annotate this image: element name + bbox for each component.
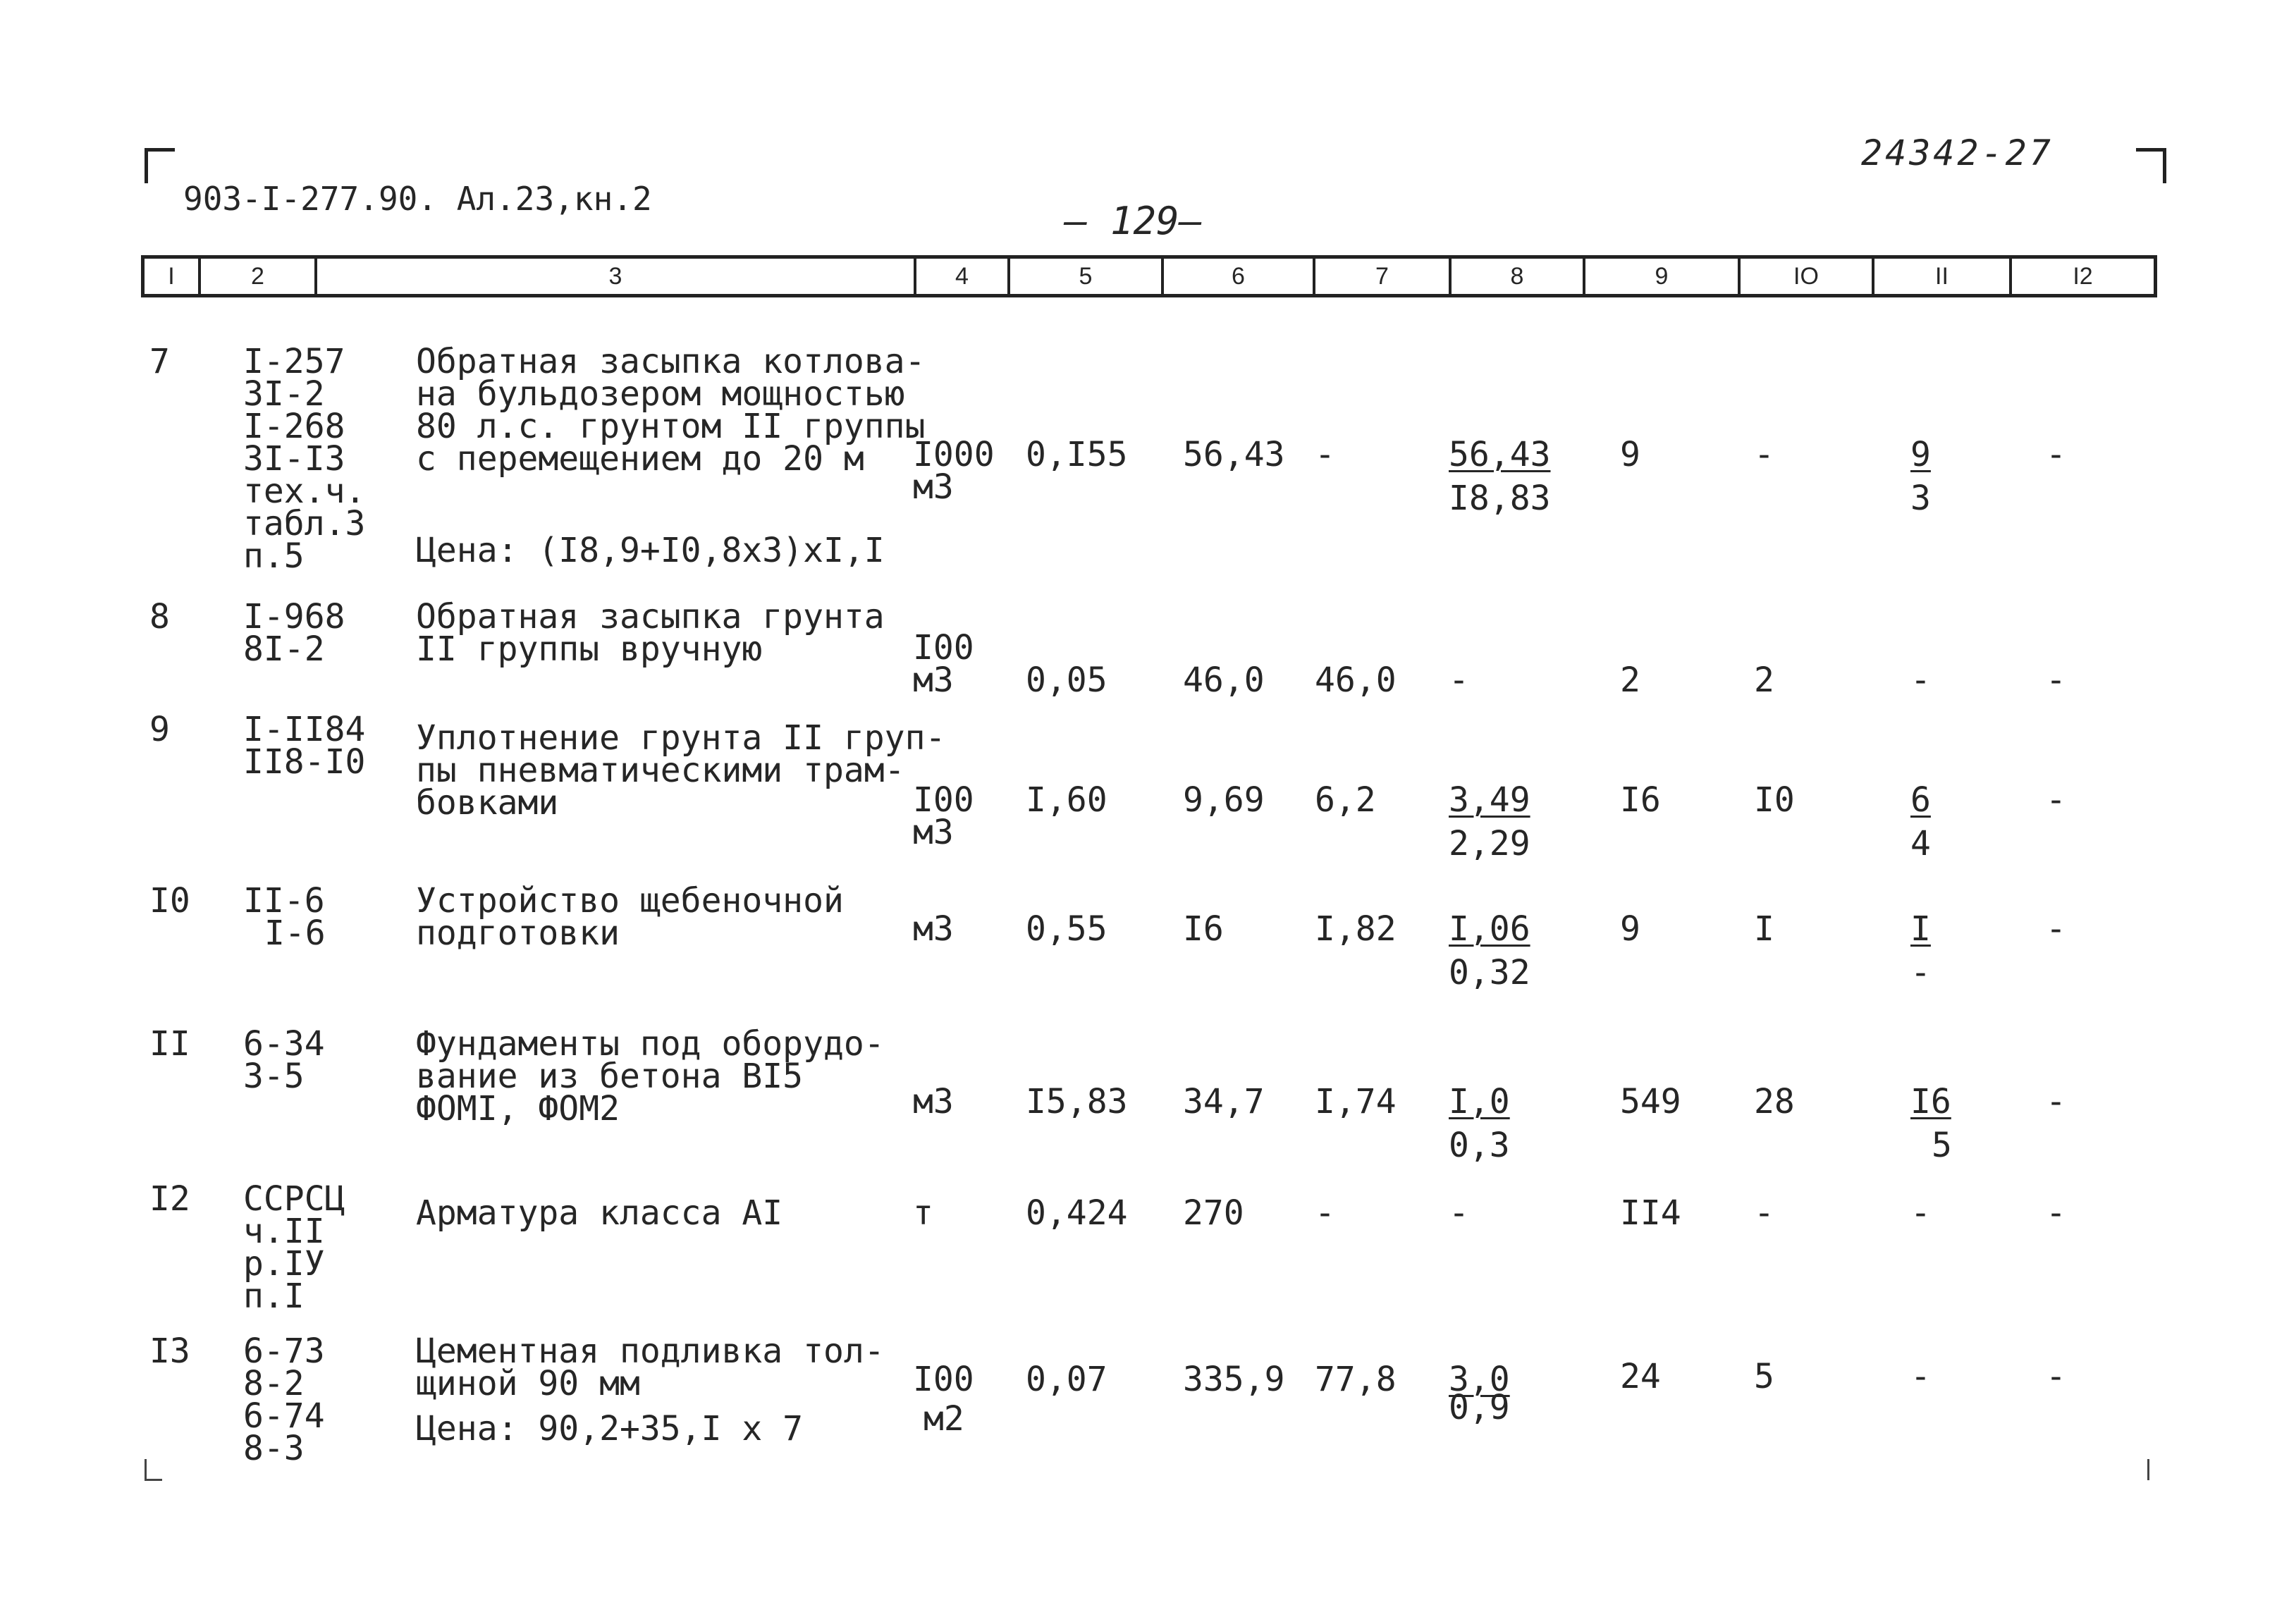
corner-mark-top-right: [2136, 148, 2166, 183]
column-11-value: I -: [1910, 909, 1931, 992]
column-9-value: 2: [1620, 660, 1640, 700]
norm-code: II-6 I-6: [243, 881, 326, 953]
column-6-value: I6: [1183, 909, 1224, 949]
sheet-number: 24342-27: [1861, 133, 2054, 173]
column-header: 6: [1164, 259, 1315, 294]
column-6-value: 270: [1183, 1193, 1244, 1233]
column-7-value: I,74: [1315, 1082, 1397, 1121]
column-10-value: -: [1754, 435, 1774, 474]
column-9-value: I6: [1620, 780, 1661, 820]
corner-mark-top-left: [145, 148, 175, 183]
column-header: IO: [1741, 259, 1874, 294]
column-6-value: 9,69: [1183, 780, 1265, 820]
column-8-value: 3,0 0,9: [1449, 1360, 1510, 1427]
column-10-value: -: [1754, 1193, 1774, 1233]
quantity: 0,424: [1026, 1193, 1128, 1233]
column-6-value: 46,0: [1183, 660, 1265, 700]
column-7-value: -: [1315, 1193, 1335, 1233]
quantity: 0,07: [1026, 1360, 1107, 1399]
corner-mark-bottom-left: [145, 1459, 162, 1481]
column-10-value: I: [1754, 909, 1774, 949]
work-description: Обратная засыпка котлова- на бульдозером мощностью 80 л.с. грунтом II группы с перемещением до 20 м: [416, 342, 926, 479]
column-header: 2: [201, 259, 317, 294]
column-header: II: [1874, 259, 2012, 294]
price-note: Цена: 90,2+35,I х 7: [416, 1409, 804, 1448]
column-12-value: -: [2046, 780, 2066, 820]
column-8-value: 3,49 2,29: [1449, 780, 1530, 863]
column-11-value: 9 3: [1910, 435, 1931, 518]
unit: I00 м2: [913, 1360, 974, 1439]
quantity: 0,I55: [1026, 435, 1128, 474]
row-number: 8: [149, 597, 170, 636]
column-8-value: I,06 0,32: [1449, 909, 1530, 992]
column-12-value: -: [2046, 1082, 2066, 1121]
column-9-value: II4: [1620, 1193, 1681, 1233]
column-8-value: I,0 0,3: [1449, 1082, 1510, 1165]
column-7-value: 6,2: [1315, 780, 1376, 820]
column-12-value: -: [2046, 1357, 2066, 1396]
column-header: 4: [916, 259, 1010, 294]
column-header-row: [141, 255, 2157, 297]
column-11-value: -: [1910, 660, 1931, 700]
row-number: 9: [149, 710, 170, 749]
column-11-value: I6 5: [1910, 1082, 1952, 1165]
column-7-value: -: [1315, 435, 1335, 474]
work-description: Уплотнение грунта II груп- пы пневматическими трам- бовками: [416, 718, 946, 823]
column-6-value: 56,43: [1183, 435, 1285, 474]
column-9-value: 24: [1620, 1357, 1661, 1396]
unit: I000 м3: [913, 435, 995, 507]
price-note: Цена: (I8,9+I0,8х3)хI,I: [416, 531, 885, 570]
column-11-value: -: [1910, 1193, 1931, 1233]
column-header: 7: [1315, 259, 1452, 294]
unit: т: [913, 1193, 933, 1233]
column-11-value: -: [1910, 1357, 1931, 1396]
column-6-value: 335,9: [1183, 1360, 1285, 1399]
quantity: 0,05: [1026, 660, 1107, 700]
row-number: I0: [149, 881, 190, 921]
column-10-value: 28: [1754, 1082, 1795, 1121]
norm-code: 6-34 3-5: [243, 1024, 325, 1096]
column-9-value: 549: [1620, 1082, 1681, 1121]
norm-code: I-968 8I-2: [243, 597, 345, 669]
work-description: Арматура класса AI: [416, 1193, 783, 1233]
norm-code: I-II84 II8-I0: [243, 710, 366, 782]
column-12-value: -: [2046, 435, 2066, 474]
unit: I00 м3: [913, 780, 974, 852]
quantity: I,60: [1026, 780, 1107, 820]
column-header: 8: [1452, 259, 1585, 294]
column-10-value: 5: [1754, 1357, 1774, 1396]
column-9-value: 9: [1620, 909, 1640, 949]
quantity: I5,83: [1026, 1082, 1128, 1121]
norm-code: ССРСЦ ч.II р.IУ п.I: [243, 1179, 345, 1316]
column-8-value: 56,43 I8,83: [1449, 435, 1551, 518]
unit: I00 м3: [913, 628, 974, 700]
corner-mark-bottom-right: [2136, 1459, 2149, 1480]
column-10-value: I0: [1754, 780, 1795, 820]
column-7-value: 46,0: [1315, 660, 1397, 700]
column-12-value: -: [2046, 909, 2066, 949]
unit: м3: [913, 1082, 954, 1121]
norm-code: I-257 3I-2 I-268 3I-I3 тех.ч. табл.3 п.5: [243, 342, 366, 576]
column-header: I: [145, 259, 201, 294]
row-number: I2: [149, 1179, 190, 1219]
column-7-value: I,82: [1315, 909, 1397, 949]
document-reference: 903-I-277.90. Ал.23,кн.2: [183, 180, 652, 218]
norm-code: 6-73 8-2 6-74 8-3: [243, 1331, 325, 1468]
row-number: II: [149, 1024, 190, 1064]
column-8-value: -: [1449, 1193, 1469, 1233]
column-6-value: 34,7: [1183, 1082, 1265, 1121]
column-8-value: -: [1449, 660, 1469, 700]
work-description: Устройство щебеночной подготовки: [416, 881, 844, 953]
unit: м3: [913, 909, 954, 949]
column-header: 3: [317, 259, 916, 294]
column-header: I2: [2073, 262, 2093, 290]
row-number: 7: [149, 342, 170, 381]
row-number: I3: [149, 1331, 190, 1371]
column-12-value: -: [2046, 660, 2066, 700]
column-header: 5: [1010, 259, 1164, 294]
column-9-value: 9: [1620, 435, 1640, 474]
column-10-value: 2: [1754, 660, 1774, 700]
column-11-value: 6 4: [1910, 780, 1931, 863]
quantity: 0,55: [1026, 909, 1107, 949]
page-number: — 129—: [1064, 199, 1203, 243]
column-7-value: 77,8: [1315, 1360, 1397, 1399]
column-header: 9: [1585, 259, 1741, 294]
work-description: Обратная засыпка грунта II группы вручную: [416, 597, 885, 669]
work-description: Фундаменты под оборудо- вание из бетона BI5 ФОМI, ФОМ2: [416, 1024, 885, 1128]
column-12-value: -: [2046, 1193, 2066, 1233]
work-description: Цементная подливка тол- щиной 90 мм: [416, 1331, 885, 1403]
